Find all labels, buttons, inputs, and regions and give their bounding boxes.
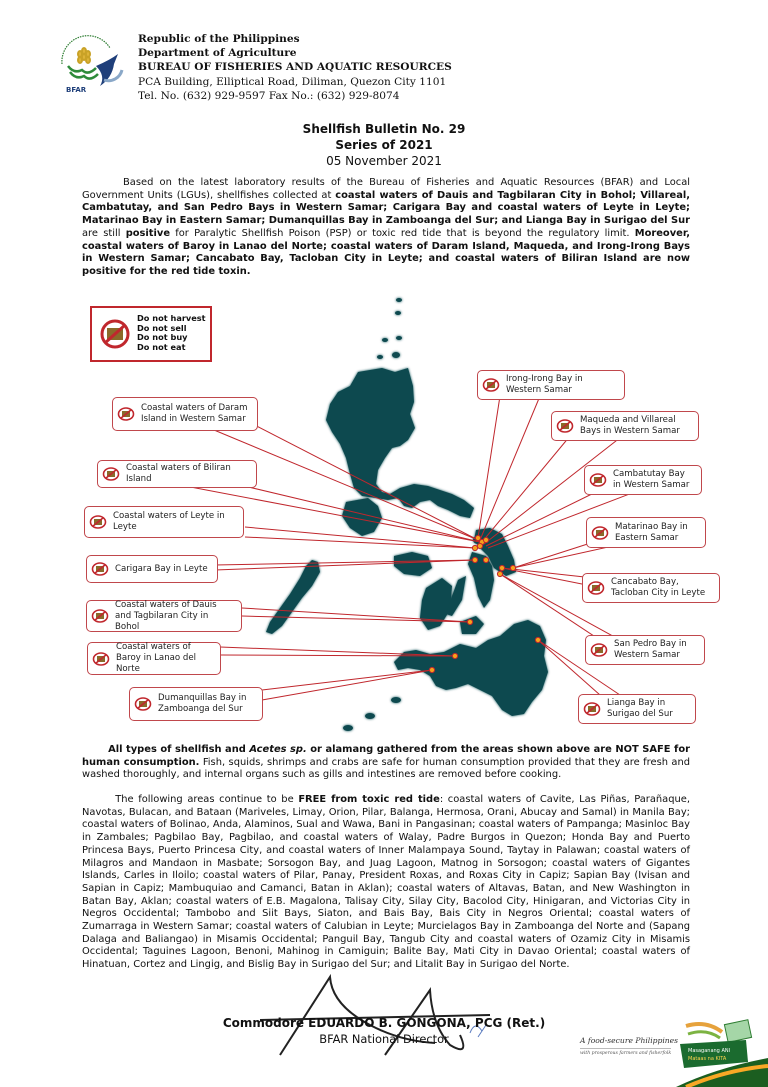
callout-label: Dumanquillas Bay in Zamboanga del Sur <box>158 693 247 714</box>
letterhead-address: PCA Building, Elliptical Road, Diliman, Quezon City 1101 <box>138 75 447 88</box>
no-shellfish-icon <box>117 407 135 421</box>
marker-maqueda <box>483 537 488 542</box>
letterhead-bureau: BUREAU OF FISHERIES AND AQUATIC RESOURCES <box>138 61 452 74</box>
callout-leyte <box>84 506 244 538</box>
bulletin-series: Series of 2021 <box>335 138 433 152</box>
leader-lines <box>180 396 640 700</box>
masaganang-ani-badge-icon <box>676 1018 768 1087</box>
legend-item: Do not buy <box>137 332 188 343</box>
callout-matarinao <box>586 517 706 548</box>
badge-line-2: Mataas na KITA <box>688 1056 727 1062</box>
callout-label: Coastal waters of Daram Island in Western Samar <box>141 403 248 424</box>
callout-label: Coastal waters of Leyte in Leyte <box>113 511 225 532</box>
intro-paragraph <box>82 177 690 279</box>
letterhead-country: Republic of the Philippines <box>138 33 300 45</box>
marker-cambatutay <box>477 543 482 548</box>
intro-positive-word: positive <box>125 227 171 239</box>
free-areas-list: : coastal waters of Cavite, Las Piñas, Parañaque, Navotas, Bulacan, and Bataan (Mariveles, Limay, Orion, Pilar, Balanga, Hermosa, Orani, Abucay and Samal) in Manila Bay; coastal waters of Bolinao, Anda, Alaminos, Sual and Wawa, Bani in Pangasinan; coastal waters of Pampanga; Masinloc Bay in Zambales; Pagbilao Bay, Pagbilao, and coastal waters of Walay, Padre Burgos in Quezon; Honda Bay and Puerto Princesa Bays, Puerto Princesa City, and coastal waters of Inner Malampaya Sound, Taytay in Palawan; coastal waters of Milagros and Mandaon in Masbate; Sorsogon Bay, and Juag Lagoon, Matnog in Sorsogon; coastal waters of Gigantes Islands, Carles in Iloilo; coastal waters of Pilar, Panay, President Roxas, and Roxas City in Capiz; Sapian Bay (Ivisan and Sapian in Capiz; Mambuquiao and Camanci, Batan in Aklan); coastal waters of Altavas, Batan, and New Washington in Batan Bay, Aklan; coastal waters of E.B. Magalona, Talisay City, Silay City, Bacolod City, Hinigaran, and Victorias City in Negros Occidental; Tambobo and Siit Bays, Siaton, and Bais Bay, Bais City in Negros Oriental; coastal waters of Zumarraga in Western Samar; coastal waters of Calubian in Leyte; Murcielagos Bay in Zamboanga del Norte and (Sapang Dalaga and Baliangao) in Misamis Occidental; Panguil Bay, Tangub City and coastal waters of Ozamiz City in Misamis Occidental; Taguines Lagoon, Benoni, Mahinog in Camiguin; Balite Bay, Mati City in Davao Oriental; coastal waters of Hinatuan, Cortez and Lingig, and Bislig Bay in Surigao del Sur; and Litalit Bay in Surigao del Norte. <box>82 794 690 971</box>
legend-item: Do not harvest <box>137 313 206 323</box>
no-shellfish-icon <box>102 467 120 481</box>
callout-maqueda <box>551 411 699 441</box>
legend-box <box>90 306 212 362</box>
location-markers <box>429 535 540 672</box>
letterhead-department: Department of Agriculture <box>138 47 297 60</box>
callout-label: Cambatutay Bay in Western Samar <box>613 469 690 490</box>
marker-biliran <box>472 545 477 550</box>
callout-lianga <box>578 694 696 724</box>
intro-text-2: are still <box>82 227 126 239</box>
marker-cancabato <box>499 565 504 570</box>
legend-item: Do not sell <box>137 322 187 333</box>
bulletin-date: 05 November 2021 <box>326 154 442 168</box>
callout-label: Coastal waters of Dauis and Tagbilaran City in Bohol <box>115 599 217 632</box>
no-shellfish-icon <box>589 473 607 487</box>
callout-cancabato <box>582 573 720 603</box>
callout-label: Lianga Bay in Surigao del Sur <box>607 698 673 719</box>
callout-daram <box>112 397 258 431</box>
callout-label: Coastal waters of Baroy in Lanao del Norte <box>116 642 197 674</box>
footer-tagline: A food-secure Philippines <box>580 1036 679 1045</box>
food-secure-logo <box>578 1018 768 1087</box>
advisory-paragraph <box>82 744 690 782</box>
bulletin-title: Shellfish Bulletin No. 29 <box>302 122 466 136</box>
no-shellfish-icon <box>556 419 574 433</box>
marker-matarinao <box>510 565 515 570</box>
marker-leyte <box>483 557 488 562</box>
marker-carigara <box>472 557 477 562</box>
callout-label: Cancabato Bay, Tacloban City in Leyte <box>611 577 706 598</box>
no-shellfish-icon <box>583 702 601 716</box>
no-shellfish-icon <box>587 581 605 595</box>
no-shellfish-icon <box>91 609 109 623</box>
marker-san-pedro <box>497 571 502 576</box>
no-shellfish-icon <box>591 526 609 540</box>
letterhead-contact: Tel. No. (632) 929-9597 Fax No.: (632) 929-8074 <box>138 89 400 102</box>
signatory-title: BFAR National Director <box>319 1032 449 1046</box>
no-shellfish-icon <box>134 697 152 711</box>
callout-label: Matarinao Bay in Eastern Samar <box>615 521 688 543</box>
title-block <box>0 121 768 169</box>
callout-label: Irong-Irong Bay in Western Samar <box>506 374 583 395</box>
no-shellfish-icon <box>92 652 110 666</box>
advisory-text: Fish, squids, shrimps and crabs are safe for human consumption provided that they are fresh and washed thoroughly, and internal organs such as gills and intestines are removed before cooking. <box>82 756 690 781</box>
callout-carigara <box>86 555 218 583</box>
callout-cambatutay <box>584 465 702 495</box>
no-shellfish-icon <box>98 318 132 354</box>
marker-irong-irong <box>475 535 480 540</box>
marker-daram <box>479 539 484 544</box>
callout-baroy <box>87 642 221 675</box>
callout-san-pedro <box>585 635 705 665</box>
callout-label: Carigara Bay in Leyte <box>115 563 208 574</box>
marker-dumanquillas <box>429 667 434 672</box>
signatory-name: Commodore EDUARDO B. GONGONA, PCG (Ret.) <box>222 1016 546 1030</box>
legend-item: Do not eat <box>137 341 186 352</box>
no-shellfish-icon <box>89 515 107 529</box>
no-shellfish-icon <box>482 378 500 392</box>
advisory-species: Acetes sp. <box>249 744 307 755</box>
marker-baroy <box>452 653 457 658</box>
bfar-logo-icon <box>52 30 128 104</box>
callout-irong-irong <box>477 370 625 400</box>
marker-lianga <box>535 637 540 642</box>
free-areas-paragraph <box>82 794 690 972</box>
callout-label: Maqueda and Villareal Bays in Western Samar <box>580 415 680 436</box>
badge-line-1: Masaganang ANI <box>688 1048 731 1054</box>
callout-label: Coastal waters of Biliran Island <box>126 463 231 484</box>
advisory-bold-1: All types of shellfish and <box>108 744 250 755</box>
no-shellfish-icon <box>91 562 109 576</box>
free-areas-bold: FREE from toxic red tide <box>298 794 440 805</box>
advisory-bold-2: or alamang gathered from the areas shown above are NOT SAFE for human consumption. <box>82 744 690 768</box>
callout-biliran <box>97 460 257 488</box>
letterhead <box>52 26 472 106</box>
callout-dumanquillas <box>129 687 263 721</box>
callout-bohol <box>86 600 242 632</box>
intro-new-positive-areas: Moreover, coastal waters of Baroy in Lanao del Norte; coastal waters of Daram Island, Maqueda, and Irong-Irong Bays in Western Samar; Cancabato Bay, Tacloban City in Leyte; and coastal waters of Biliran Island are now positive for the red tide toxin. <box>82 227 691 277</box>
free-areas-text-1: The following areas continue to be <box>115 794 299 805</box>
intro-text-1: Based on the latest laboratory results of the Bureau of Fisheries and Aquatic Resources (BFAR) and Local Government Units (LGUs), shellfishes collected at <box>82 177 690 201</box>
callout-label: San Pedro Bay in Western Samar <box>614 639 687 660</box>
marker-bohol <box>467 619 472 624</box>
no-shellfish-icon <box>590 643 608 657</box>
intro-text-3: for Paralytic Shellfish Poison (PSP) or toxic red tide that is beyond the regulatory limit. <box>170 227 635 239</box>
map-landmass <box>266 298 548 731</box>
intro-positive-areas: coastal waters of Dauis and Tagbilaran City in Bohol; Villareal, Cambatutay, and San Pedro Bays in Western Samar; Carigara Bay and coastal waters of Leyte in Leyte; Matarinao Bay in Eastern Samar; Dumanquillas Bay in Zamboanga del Sur; and Lianga Bay in Surigao del Sur <box>82 189 690 227</box>
logo-text: BFAR <box>66 86 87 94</box>
footer-subtagline: with prosperous farmers and fisherfolk <box>580 1048 671 1056</box>
